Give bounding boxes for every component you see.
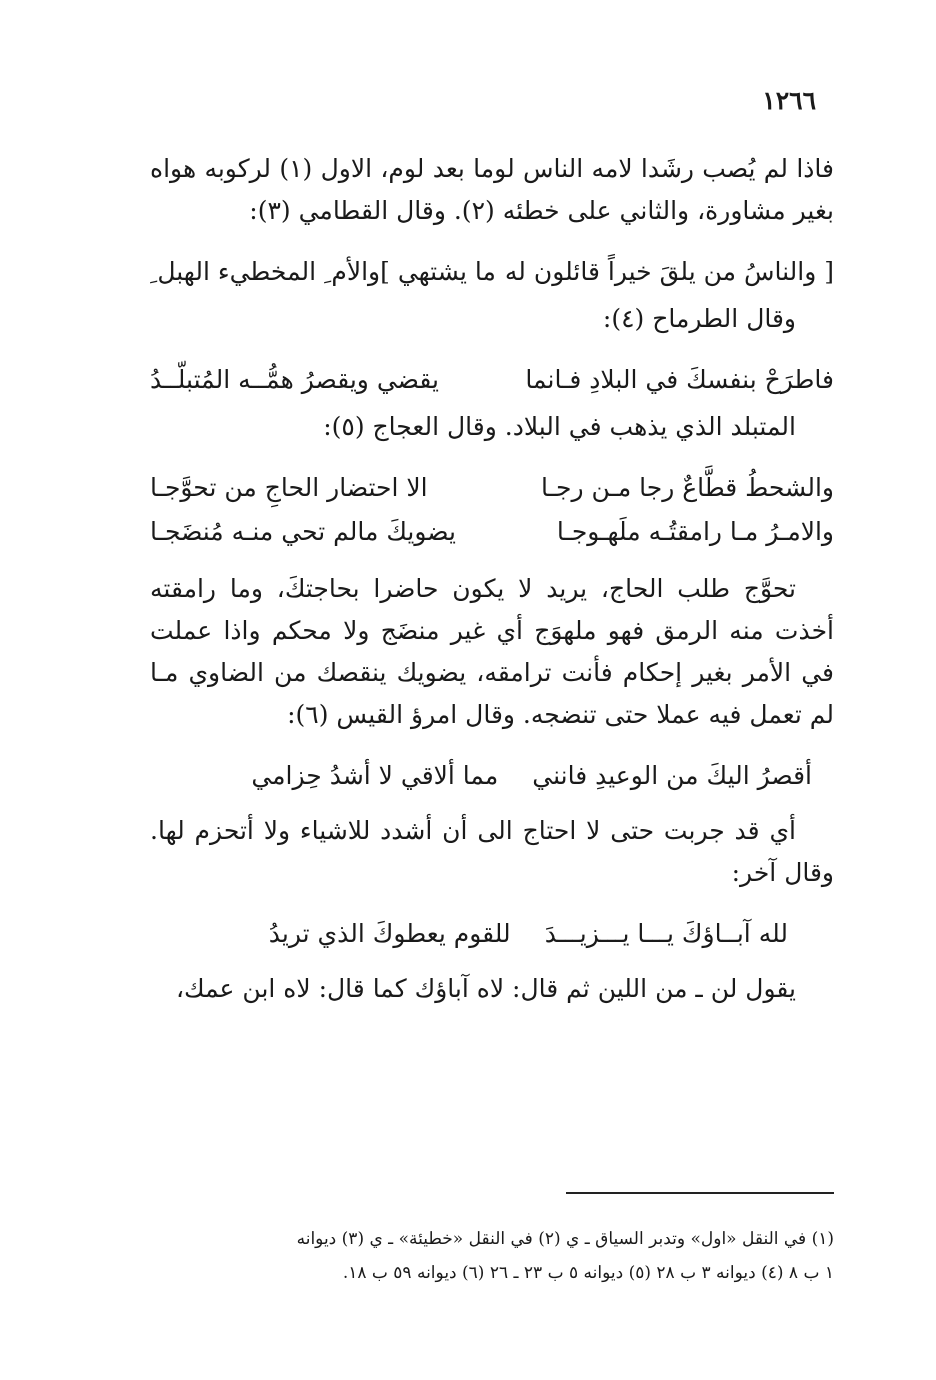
- verse-hemistich-first: لله آبــاؤكَ يـــا يـــزيـــدَ: [544, 919, 788, 948]
- paragraph-1: فاذا لم يُصب رشَدا لامه الناس لوما بعد لوم، الاول (١) لركوبه هواه بغير مشاورة، والثاني على خطئه (٢). وقال القطامي (٣):: [150, 154, 834, 225]
- verse-imru-al-qais: [150, 754, 834, 798]
- verse-line: [150, 510, 834, 554]
- paragraph-3: المتبلد الذي يذهب في البلاد. وقال العجاج (٥):: [323, 412, 796, 441]
- main-text: [150, 148, 834, 1028]
- verse-hemistich-second: الا احتضار الحاجِ من تحوَّجـا: [150, 473, 428, 502]
- verse-hemistich-first: والامـرُ مـا رامقتُـه ملَهـوجـا: [556, 517, 834, 546]
- verse-hemistich-second: للقوم يعطوكَ الذي تريدُ: [268, 919, 511, 948]
- verse-tirimmah: [150, 358, 834, 402]
- paragraph-6: يقول لن ـ من اللين ثم قال: لاه آباؤك كما قال: لاه ابن عمك،: [175, 974, 796, 1003]
- verse-qutami: [150, 250, 834, 294]
- paragraph-2: وقال الطرماح (٤):: [602, 304, 796, 333]
- verse-hemistich-first: [ والناسُ من يلقَ خيراً قائلون له: [504, 257, 834, 286]
- verse-hemistich-second: ما يشتهي ]والأم ِ المخطيء الهبل ِ: [150, 257, 496, 286]
- verse-ajjaj: [150, 466, 834, 554]
- paragraph-5: أي قد جربت حتى لا احتاج الى أن أشدد للاشياء ولا أتحزم لها. وقال آخر:: [150, 816, 834, 887]
- verse-hemistich-second: مما ألاقي لا أشدُ حِزامي: [251, 761, 499, 790]
- page-number: ١٢٦٦: [762, 86, 816, 115]
- verse-hemistich-first: أقصرُ اليكَ من الوعيدِ فانني: [532, 761, 812, 790]
- verse-hemistich-second: يضويكَ مالم تحي منـه مُنضَجـا: [150, 517, 456, 546]
- verse-another-poet: [150, 912, 834, 956]
- verse-hemistich-first: فاطرَحْ بنفسكَ في البلادِ فـانما: [525, 365, 834, 394]
- verse-hemistich-second: يقضي ويقصرُ همُّــه المُتبلّــدُ: [150, 365, 439, 394]
- footnote-line: (١) في النقل «اول» وتدبر السياق ـ ي (٢) في النقل «خطيئة» ـ ي (٣) ديوانه: [296, 1229, 834, 1249]
- footnote-divider: [566, 1192, 834, 1194]
- paragraph-4: تحوَّج طلب الحاج، يريد لا يكون حاضرا بحاجتكَ، وما رامقته أخذت منه الرمق فهو ملهوَج أي غير منضَج ولا محكم واذا عملت في الأمر بغير إحكام فأنت ترامقه، يضويك ينقصك من الضاوي مـا لم تعمل فيه عملا حتى تنضجه. وقال امرؤ القيس (٦):: [150, 574, 834, 729]
- verse-hemistich-first: والشحطُ قطَّاعٌ رجا مـن رجـا: [541, 473, 834, 502]
- footnote-line: ١ ب ٨ (٤) ديوانه ٣ ب ٢٨ (٥) ديوانه ٥ ب ٢٣ ـ ٢٦ (٦) ديوانه ٥٩ ب ١٨.: [342, 1263, 834, 1283]
- footnotes: [150, 1222, 834, 1290]
- verse-line: [150, 466, 834, 510]
